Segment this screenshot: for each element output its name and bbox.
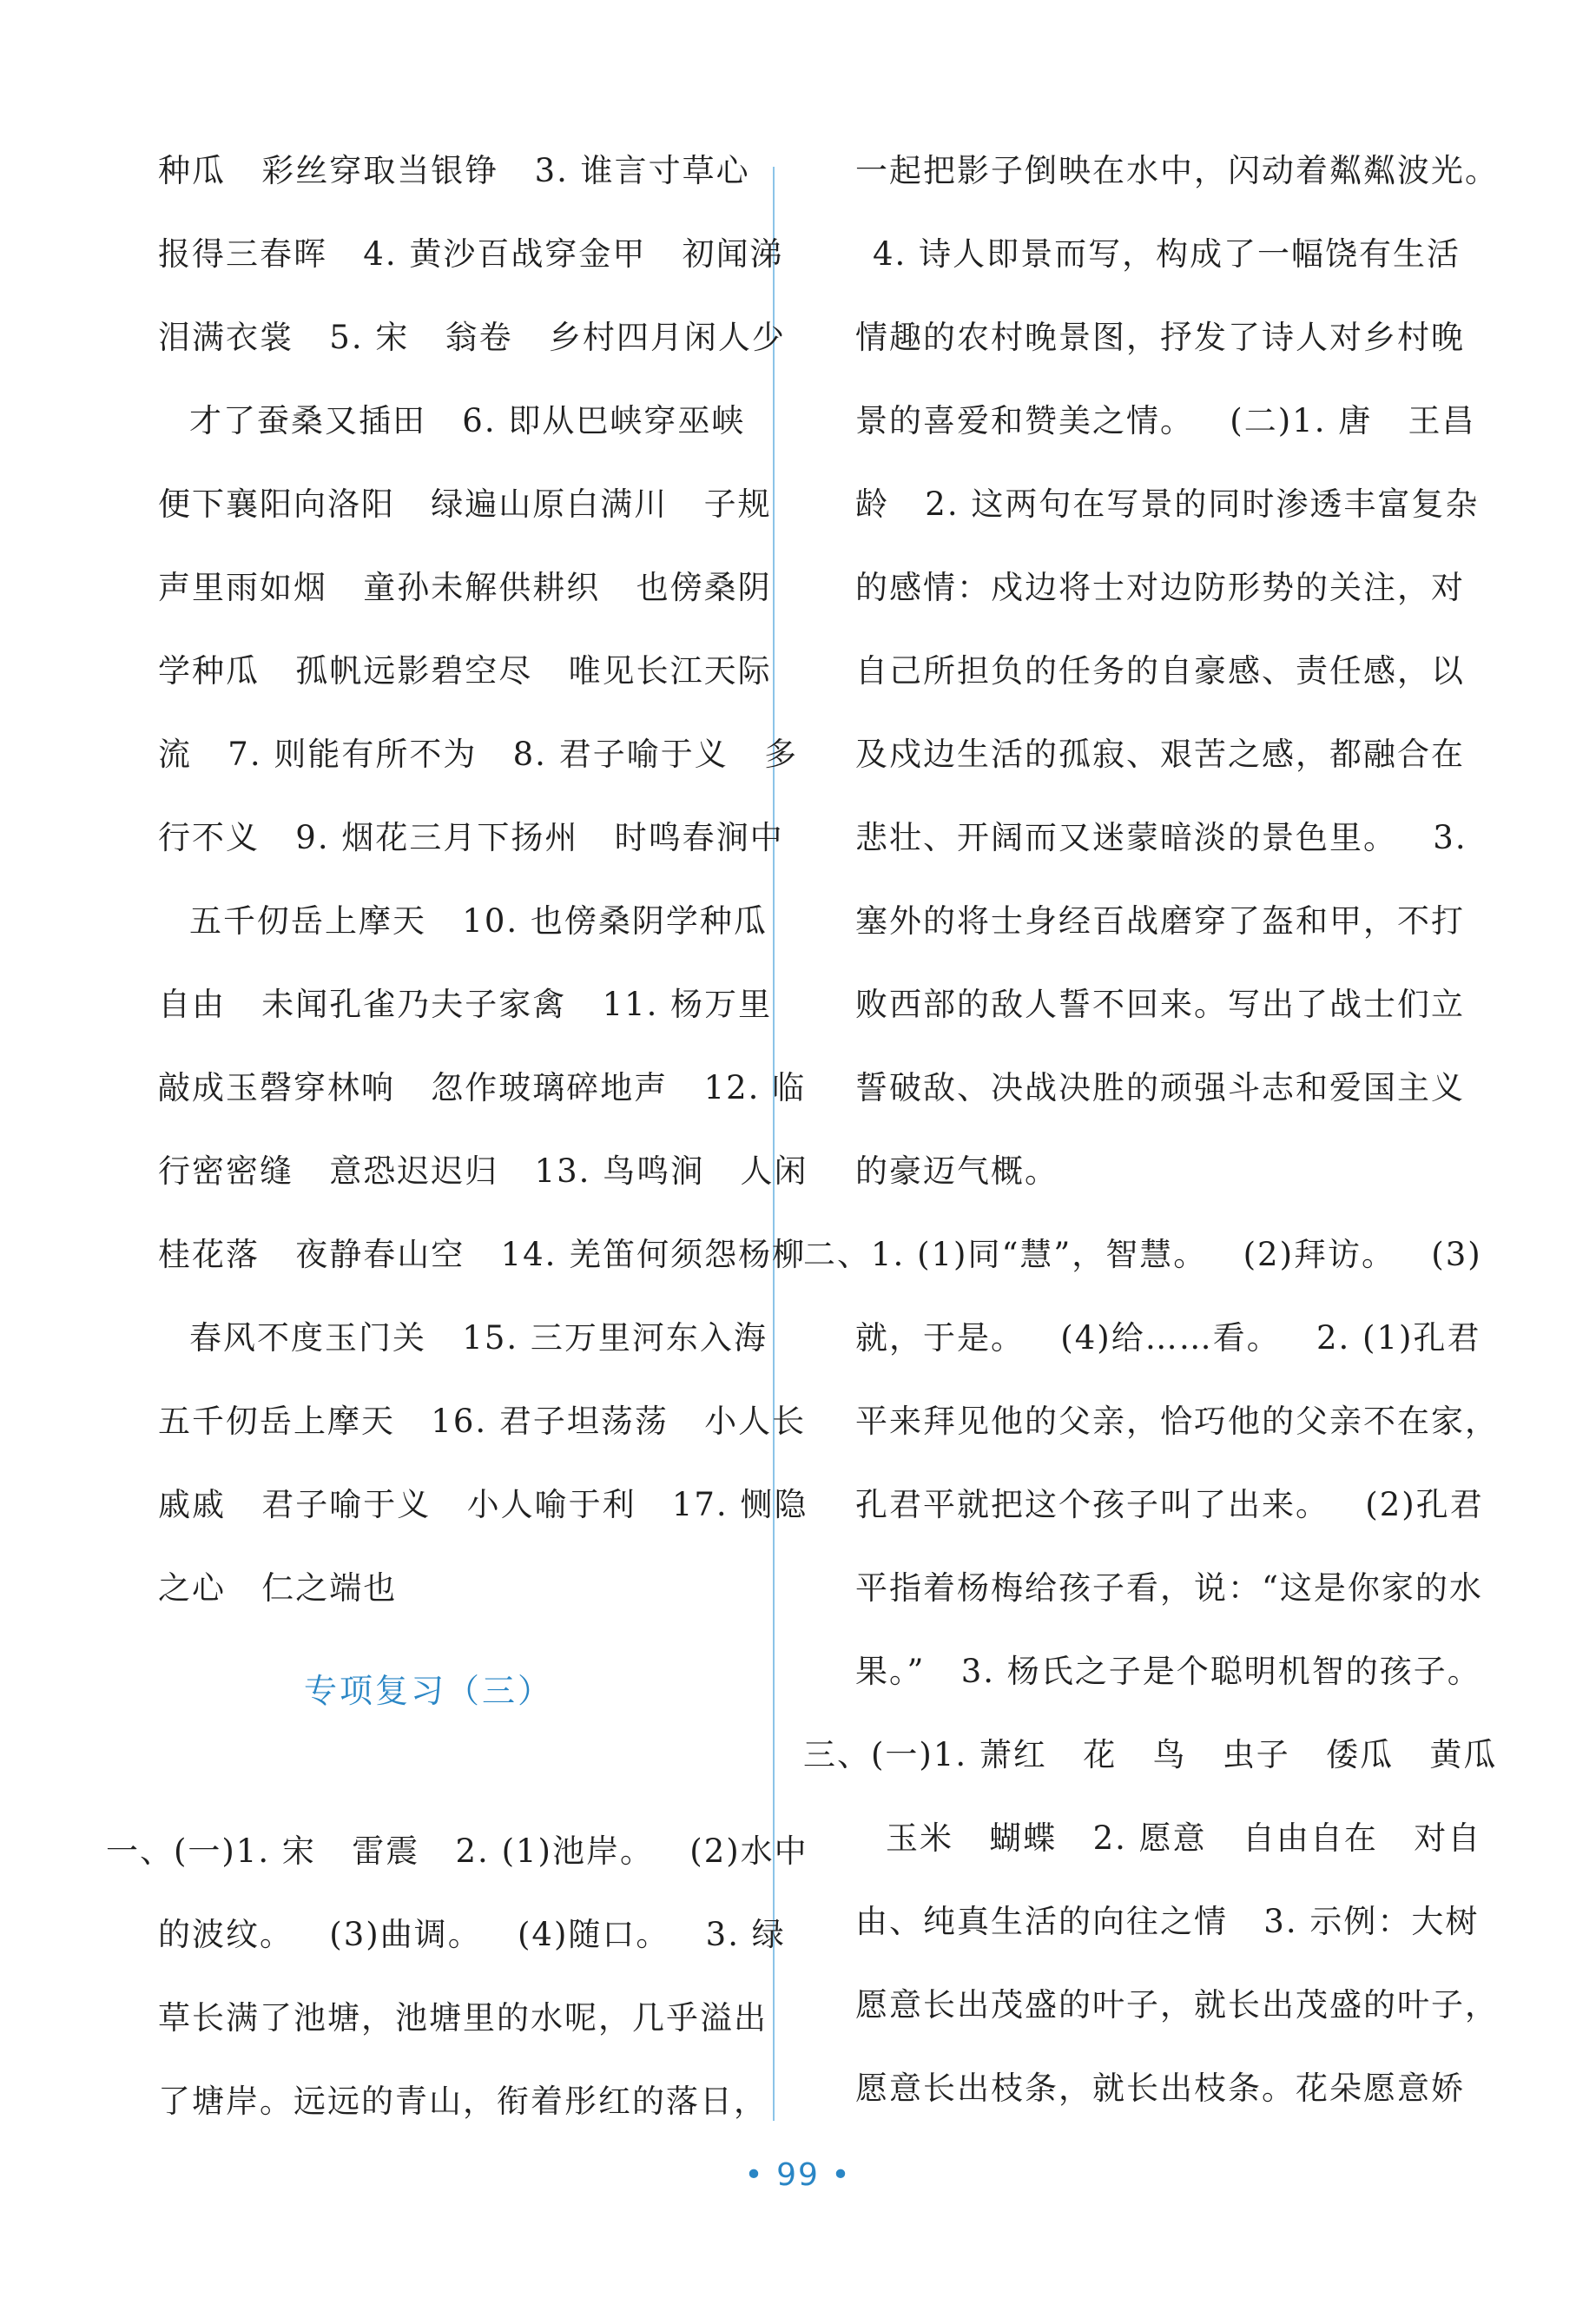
text-line: 之心 仁之端也	[158, 1569, 398, 1607]
page-number: • 99 •	[744, 2157, 852, 2193]
text-line: 敲成玉磬穿林响 忽作玻璃碎地声 12. 临	[158, 1069, 807, 1106]
section-title: 专项复习（三）	[304, 1672, 554, 1710]
text-line: 草长满了池塘，池塘里的水呢，几乎溢出	[158, 1999, 768, 2037]
text-line: 玉米 蝴蝶 2. 愿意 自由自在 对自	[886, 1819, 1482, 1857]
text-line: 孔君平就把这个孩子叫了出来。 (2)孔君	[855, 1486, 1484, 1523]
text-line: 景的喜爱和赞美之情。 (二)1. 唐 王昌	[855, 402, 1476, 439]
text-line: 的波纹。 (3)曲调。 (4)随口。 3. 绿	[158, 1916, 786, 1953]
text-line: 塞外的将士身经百战磨穿了盔和甲，不打	[855, 902, 1465, 940]
text-line: 就，于是。 (4)给……看。 2. (1)孔君	[855, 1319, 1481, 1357]
text-line: 才了蚕桑又插田 6. 即从巴峡穿巫峡	[189, 402, 746, 439]
text-line: 行不义 9. 烟花三月下扬州 时鸣春涧中	[158, 819, 784, 856]
text-line: 便下襄阳向洛阳 绿遍山原白满川 子规	[158, 485, 772, 523]
text-line: 情趣的农村晚景图，抒发了诗人对乡村晚	[855, 319, 1465, 356]
text-line: 愿意长出茂盛的叶子，就长出茂盛的叶子，	[855, 1986, 1499, 2024]
text-line: 悲壮、开阔而又迷蒙暗淡的景色里。 3.	[855, 819, 1467, 856]
text-line: 由、纯真生活的向往之情 3. 示例：大树	[855, 1903, 1480, 1940]
text-line: 4. 诗人即景而写，构成了一幅饶有生活	[873, 235, 1461, 273]
text-line: 二、1. (1)同“慧”，智慧。 (2)拜访。 (3)	[803, 1236, 1482, 1273]
text-line: 泪满衣裳 5. 宋 翁卷 乡村四月闲人少	[158, 319, 786, 356]
text-line: 流 7. 则能有所不为 8. 君子喻于义 多	[158, 736, 798, 773]
text-line: 五千仞岳上摩天 10. 也傍桑阴学种瓜	[189, 902, 768, 940]
text-line: 了塘岸。远远的青山，衔着彤红的落日，	[158, 2083, 768, 2120]
text-line: 自己所担负的任务的自豪感、责任感，以	[855, 652, 1465, 690]
column-divider	[773, 167, 775, 2121]
text-line: 一起把影子倒映在水中，闪动着粼粼波光。	[855, 152, 1499, 189]
text-line: 平指着杨梅给孩子看，说：“这是你家的水	[855, 1569, 1483, 1607]
text-line: 龄 2. 这两句在写景的同时渗透丰富复杂	[855, 485, 1480, 523]
text-line: 三、(一)1. 萧红 花 鸟 虫子 倭瓜 黄瓜	[803, 1736, 1498, 1773]
text-line: 败西部的敌人誓不回来。写出了战士们立	[855, 986, 1465, 1023]
text-line: 的感情：戍边将士对边防形势的关注，对	[855, 569, 1465, 606]
text-line: 平来拜见他的父亲，恰巧他的父亲不在家，	[855, 1403, 1499, 1440]
text-line: 一、(一)1. 宋 雷震 2. (1)池岸。 (2)水中	[106, 1832, 808, 1870]
text-line: 五千仞岳上摩天 16. 君子坦荡荡 小人长	[158, 1403, 807, 1440]
text-line: 果。” 3. 杨氏之子是个聪明机智的孩子。	[855, 1653, 1481, 1690]
text-line: 行密密缝 意恐迟迟归 13. 鸟鸣涧 人闲	[158, 1152, 808, 1190]
text-line: 学种瓜 孤帆远影碧空尽 唯见长江天际	[158, 652, 772, 690]
text-line: 誓破敌、决战决胜的顽强斗志和爱国主义	[855, 1069, 1465, 1106]
text-line: 报得三春晖 4. 黄沙百战穿金甲 初闻涕	[158, 235, 784, 273]
text-line: 桂花落 夜静春山空 14. 羌笛何须怨杨柳	[158, 1236, 807, 1273]
text-line: 声里雨如烟 童孙未解供耕织 也傍桑阴	[158, 569, 772, 606]
text-line: 的豪迈气概。	[855, 1152, 1059, 1190]
text-line: 及戍边生活的孤寂、艰苦之感，都融合在	[855, 736, 1465, 773]
text-line: 愿意长出枝条，就长出枝条。花朵愿意娇	[855, 2070, 1465, 2107]
text-line: 种瓜 彩丝穿取当银铮 3. 谁言寸草心	[158, 152, 750, 189]
text-line: 自由 未闻孔雀乃夫子家禽 11. 杨万里	[158, 986, 773, 1023]
text-line: 春风不度玉门关 15. 三万里河东入海	[189, 1319, 768, 1357]
text-line: 戚戚 君子喻于义 小人喻于利 17. 恻隐	[158, 1486, 808, 1523]
